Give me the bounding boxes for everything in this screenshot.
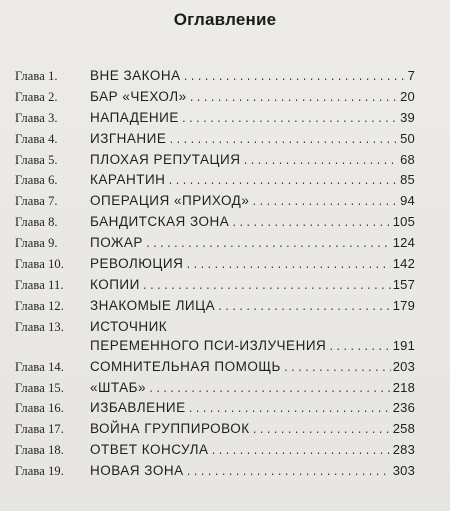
chapter-title: СОМНИТЕЛЬНАЯ ПОМОЩЬ — [90, 358, 281, 374]
chapter-title: ПОЖАР — [90, 235, 143, 251]
page-number: 191 — [392, 337, 415, 353]
toc-entry — [15, 87, 415, 108]
chapter-title: ОПЕРАЦИЯ «ПРИХОД» — [90, 193, 250, 209]
toc-entry — [15, 419, 415, 440]
chapter-title: ВНЕ ЗАКОНА — [90, 68, 181, 83]
toc-entry — [15, 440, 415, 461]
page-number: 39 — [400, 109, 415, 125]
chapter-title: ПЛОХАЯ РЕПУТАЦИЯ — [90, 151, 241, 167]
toc-entry — [15, 170, 415, 191]
chapter-number: Глава 15. — [15, 380, 65, 395]
toc-entry — [15, 129, 415, 150]
chapter-number: Глава 8. — [15, 215, 58, 230]
page-number: 303 — [392, 463, 415, 479]
page-number: 105 — [392, 214, 415, 230]
page-number: 258 — [392, 421, 415, 437]
toc-entry — [15, 378, 415, 399]
toc-entry — [15, 191, 415, 212]
page-number: 236 — [392, 400, 415, 416]
chapter-number: Глава 10. — [15, 257, 65, 272]
chapter-title: ИЗГНАНИЕ — [90, 130, 167, 146]
chapter-title: НАПАДЕНИЕ — [90, 109, 179, 125]
chapter-number: Глава 7. — [15, 194, 58, 209]
chapter-title: «ШТАБ» — [90, 379, 147, 395]
page-number: 50 — [400, 130, 415, 146]
chapter-number: Глава 2. — [15, 89, 58, 104]
chapter-title: КАРАНТИН — [90, 172, 166, 188]
table-of-contents — [15, 66, 415, 482]
chapter-number: Глава 9. — [15, 236, 58, 251]
chapter-title: ОТВЕТ КОНСУЛА — [90, 442, 209, 458]
chapter-title: БАНДИТСКАЯ ЗОНА — [90, 214, 230, 230]
toc-entry — [15, 254, 415, 275]
page-number: 94 — [400, 193, 415, 209]
chapter-title: БАР «ЧЕХОЛ» — [90, 88, 187, 104]
chapter-title: КОПИИ — [90, 276, 140, 292]
chapter-number: Глава 12. — [15, 298, 65, 313]
page-number: 283 — [392, 442, 415, 458]
chapter-number: Глава 18. — [15, 443, 65, 458]
dot-leader — [328, 339, 390, 359]
toc-entry — [15, 296, 415, 317]
page-number: 68 — [400, 151, 415, 167]
page-number: 157 — [392, 276, 415, 292]
chapter-title: НОВАЯ ЗОНА — [90, 463, 184, 479]
chapter-number: Глава 3. — [15, 110, 58, 125]
page-number: 7 — [407, 68, 415, 83]
chapter-number: Глава 11. — [15, 277, 64, 292]
toc-entry — [15, 398, 415, 419]
page-number: 85 — [400, 172, 415, 188]
toc-entry — [15, 66, 415, 87]
toc-entry — [15, 212, 415, 233]
page-number: 218 — [392, 379, 415, 395]
chapter-number: Глава 1. — [15, 69, 58, 83]
toc-entry — [15, 357, 415, 378]
page-number: 124 — [392, 235, 415, 251]
page-number: 203 — [392, 358, 415, 374]
chapter-title: ЗНАКОМЫЕ ЛИЦА — [90, 297, 216, 313]
chapter-number: Глава 13. — [15, 319, 65, 334]
toc-entry — [15, 108, 415, 129]
chapter-title: РЕВОЛЮЦИЯ — [90, 256, 184, 272]
toc-entry — [15, 275, 415, 296]
toc-entry — [15, 461, 415, 482]
chapter-number: Глава 14. — [15, 359, 65, 374]
toc-entry — [15, 150, 415, 171]
page-title: Оглавление — [173, 10, 277, 29]
page-number: 142 — [392, 256, 415, 272]
dot-leader — [186, 464, 391, 485]
chapter-number: Глава 4. — [15, 131, 58, 146]
chapter-title-continuation: ПЕРЕМЕННОГО ПСИ-ИЗЛУЧЕНИЯ — [90, 337, 327, 353]
toc-entry — [15, 317, 415, 357]
toc-entry — [15, 233, 415, 254]
page-number: 179 — [392, 297, 415, 313]
chapter-number: Глава 17. — [15, 422, 65, 437]
chapter-number: Глава 16. — [15, 401, 65, 416]
chapter-number: Глава 19. — [15, 464, 65, 479]
chapter-title: ВОЙНА ГРУППИРОВОК — [90, 421, 250, 437]
chapter-title: ИСТОЧНИК — [90, 318, 168, 334]
chapter-number: Глава 5. — [15, 152, 58, 167]
page-number: 20 — [400, 88, 415, 104]
chapter-number: Глава 6. — [15, 173, 58, 188]
chapter-title: ИЗБАВЛЕНИЕ — [90, 400, 186, 416]
